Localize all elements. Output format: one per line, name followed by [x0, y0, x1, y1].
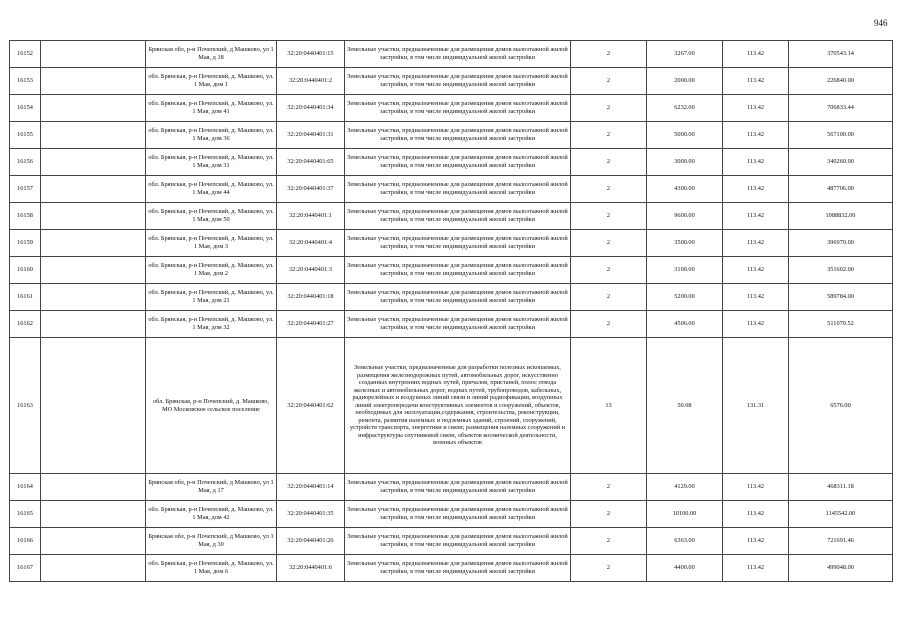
empty-cell — [41, 41, 146, 68]
empty-cell — [41, 501, 146, 528]
row-id-cell: 16152 — [10, 41, 41, 68]
empty-cell — [41, 122, 146, 149]
row-id-cell: 16166 — [10, 528, 41, 555]
empty-cell — [41, 149, 146, 176]
address-cell: обл. Брянская, р-н Почепский, д. Машково, ул. 1 Мая, дом 2 — [146, 257, 277, 284]
table-row — [10, 68, 893, 95]
row-id-cell: 16163 — [10, 338, 41, 474]
cadastral-number-cell: 32:20:0440401:14 — [277, 474, 345, 501]
group-cell: 2 — [571, 176, 647, 203]
address-cell: обл. Брянская, р-н Почепский, д. Машково, ул. 1 Мая, дом 31 — [146, 149, 277, 176]
cadastral-value-cell: 487706.00 — [789, 176, 893, 203]
rate-cell: 131.31 — [723, 338, 789, 474]
address-cell: обл. Брянская, р-н Почепский, д. Машково, ул. 1 Мая, дом 6 — [146, 555, 277, 582]
group-cell: 13 — [571, 338, 647, 474]
area-cell: 3500.00 — [647, 230, 723, 257]
row-id-cell: 16158 — [10, 203, 41, 230]
empty-cell — [41, 338, 146, 474]
land-use-cell: Земельные участки, предназначенные для размещения домов малоэтажной жилой застройки, в том числе индивидуальной жилой застройки — [345, 474, 571, 501]
rate-cell: 113.42 — [723, 41, 789, 68]
table-row — [10, 284, 893, 311]
row-id-cell: 16162 — [10, 311, 41, 338]
cadastral-number-cell: 32:20:0440401:34 — [277, 95, 345, 122]
cadastral-value-cell: 226840.00 — [789, 68, 893, 95]
table-row — [10, 311, 893, 338]
rate-cell: 113.42 — [723, 95, 789, 122]
table-row — [10, 555, 893, 582]
cadastral-value-cell: 721691.46 — [789, 528, 893, 555]
group-cell: 2 — [571, 555, 647, 582]
row-id-cell: 16161 — [10, 284, 41, 311]
area-cell: 9600.00 — [647, 203, 723, 230]
table-row — [10, 474, 893, 501]
cadastral-value-cell: 511070.52 — [789, 311, 893, 338]
cadastral-value-cell: 589784.00 — [789, 284, 893, 311]
address-cell: обл. Брянская, р-н Почепский, д. Машково, ул. 1 Мая, дом 41 — [146, 95, 277, 122]
area-cell: 4400.00 — [647, 555, 723, 582]
table-row — [10, 122, 893, 149]
table-row — [10, 203, 893, 230]
rate-cell: 113.42 — [723, 68, 789, 95]
area-cell: 4129.00 — [647, 474, 723, 501]
address-cell: обл. Брянская, р-н Почепский, д. Машково, ул. 1 Мая, дом 44 — [146, 176, 277, 203]
row-id-cell: 16157 — [10, 176, 41, 203]
cadastral-number-cell: 32:20:0440401:3 — [277, 257, 345, 284]
address-cell: обл. Брянская, р-н Почепский, д. Машково, ул. 1 Мая, дом 3 — [146, 230, 277, 257]
group-cell: 2 — [571, 230, 647, 257]
cadastral-value-cell: 706833.44 — [789, 95, 893, 122]
address-cell: Брянская обл, р-н Почепский, д Машково, ул 1 Мая, д 17 — [146, 474, 277, 501]
group-cell: 2 — [571, 95, 647, 122]
cadastral-number-cell: 32:20:0440401:15 — [277, 41, 345, 68]
cadastral-value-cell: 1088832.00 — [789, 203, 893, 230]
address-cell: Брянская обл, р-н Почепский, д Машково, ул 1 Мая, д 18 — [146, 41, 277, 68]
cadastral-number-cell: 32:20:0440401:31 — [277, 122, 345, 149]
land-use-cell: Земельные участки, предназначенные для размещения домов малоэтажной жилой застройки, в том числе индивидуальной жилой застройки — [345, 311, 571, 338]
group-cell: 2 — [571, 501, 647, 528]
area-cell: 6363.00 — [647, 528, 723, 555]
rate-cell: 113.42 — [723, 203, 789, 230]
empty-cell — [41, 474, 146, 501]
rate-cell: 113.42 — [723, 311, 789, 338]
group-cell: 2 — [571, 257, 647, 284]
cadastral-value-cell: 370543.14 — [789, 41, 893, 68]
row-id-cell: 16153 — [10, 68, 41, 95]
area-cell: 50.08 — [647, 338, 723, 474]
group-cell: 2 — [571, 122, 647, 149]
group-cell: 2 — [571, 149, 647, 176]
land-use-cell: Земельные участки, предназначенные для размещения домов малоэтажной жилой застройки, в том числе индивидуальной жилой застройки — [345, 230, 571, 257]
land-use-cell: Земельные участки, предназначенные для размещения домов малоэтажной жилой застройки, в том числе индивидуальной жилой застройки — [345, 284, 571, 311]
land-use-cell: Земельные участки, предназначенные для размещения домов малоэтажной жилой застройки, в том числе индивидуальной жилой застройки — [345, 528, 571, 555]
address-cell: обл. Брянская, р-н Почепский, д. Машково, ул. 1 Мая, дом 32 — [146, 311, 277, 338]
rate-cell: 113.42 — [723, 149, 789, 176]
area-cell: 3267.00 — [647, 41, 723, 68]
cadastral-number-cell: 32:20:0440401:2 — [277, 68, 345, 95]
area-cell: 10100.00 — [647, 501, 723, 528]
cadastral-value-cell: 396970.00 — [789, 230, 893, 257]
cadastral-number-cell: 32:20:0440401:18 — [277, 284, 345, 311]
land-use-cell: Земельные участки, предназначенные для размещения домов малоэтажной жилой застройки, в том числе индивидуальной жилой застройки — [345, 41, 571, 68]
cadastral-value-cell: 6576.00 — [789, 338, 893, 474]
cadastral-number-cell: 32:20:0440401:1 — [277, 203, 345, 230]
row-id-cell: 16160 — [10, 257, 41, 284]
land-use-cell: Земельные участки, предназначенные для размещения домов малоэтажной жилой застройки, в том числе индивидуальной жилой застройки — [345, 257, 571, 284]
group-cell: 2 — [571, 474, 647, 501]
table-row — [10, 338, 893, 474]
empty-cell — [41, 257, 146, 284]
empty-cell — [41, 284, 146, 311]
area-cell: 3000.00 — [647, 149, 723, 176]
row-id-cell: 16167 — [10, 555, 41, 582]
rate-cell: 113.42 — [723, 501, 789, 528]
group-cell: 2 — [571, 311, 647, 338]
cadastral-number-cell: 32:20:0440401:65 — [277, 149, 345, 176]
address-cell: Брянская обл, р-н Почепский, д Машково, ул 1 Мая, д 30 — [146, 528, 277, 555]
area-cell: 3100.00 — [647, 257, 723, 284]
area-cell: 4506.00 — [647, 311, 723, 338]
cadastral-value-cell: 1145542.00 — [789, 501, 893, 528]
cadastral-number-cell: 32:20:0440401:27 — [277, 311, 345, 338]
land-use-cell: Земельные участки, предназначенные для размещения домов малоэтажной жилой застройки, в том числе индивидуальной жилой застройки — [345, 501, 571, 528]
row-id-cell: 16156 — [10, 149, 41, 176]
group-cell: 2 — [571, 528, 647, 555]
cadastral-number-cell: 32:20:0440401:62 — [277, 338, 345, 474]
table-row — [10, 230, 893, 257]
cadastral-value-cell: 340260.00 — [789, 149, 893, 176]
table-row — [10, 149, 893, 176]
cadastral-value-cell: 499048.00 — [789, 555, 893, 582]
table-row — [10, 95, 893, 122]
cadastral-number-cell: 32:20:0440401:26 — [277, 528, 345, 555]
row-id-cell: 16164 — [10, 474, 41, 501]
rate-cell: 113.42 — [723, 176, 789, 203]
address-cell: обл. Брянская, р-н Почепский, д. Машково, МО Московское сельское поселение — [146, 338, 277, 474]
area-cell: 5200.00 — [647, 284, 723, 311]
cadastral-value-cell: 567100.00 — [789, 122, 893, 149]
rate-cell: 113.42 — [723, 555, 789, 582]
empty-cell — [41, 230, 146, 257]
cadastral-number-cell: 32:20:0440401:35 — [277, 501, 345, 528]
cadastral-value-table — [9, 40, 893, 582]
cadastral-number-cell: 32:20:0440401:37 — [277, 176, 345, 203]
empty-cell — [41, 176, 146, 203]
empty-cell — [41, 555, 146, 582]
row-id-cell: 16154 — [10, 95, 41, 122]
area-cell: 5000.00 — [647, 122, 723, 149]
area-cell: 4300.00 — [647, 176, 723, 203]
rate-cell: 113.42 — [723, 122, 789, 149]
cadastral-number-cell: 32:20:0440401:6 — [277, 555, 345, 582]
rate-cell: 113.42 — [723, 230, 789, 257]
address-cell: обл. Брянская, р-н Почепский, д. Машково, ул. 1 Мая, дом 21 — [146, 284, 277, 311]
land-use-cell: Земельные участки, предназначенные для размещения домов малоэтажной жилой застройки, в том числе индивидуальной жилой застройки — [345, 149, 571, 176]
row-id-cell: 16155 — [10, 122, 41, 149]
group-cell: 2 — [571, 203, 647, 230]
empty-cell — [41, 203, 146, 230]
land-use-cell: Земельные участки, предназначенные для размещения домов малоэтажной жилой застройки, в том числе индивидуальной жилой застройки — [345, 95, 571, 122]
empty-cell — [41, 528, 146, 555]
address-cell: обл. Брянская, р-н Почепский, д. Машково, ул. 1 Мая, дом 50 — [146, 203, 277, 230]
rate-cell: 113.42 — [723, 474, 789, 501]
table-row — [10, 528, 893, 555]
table-row — [10, 41, 893, 68]
group-cell: 2 — [571, 41, 647, 68]
land-use-cell: Земельные участки, предназначенные для разработки полезных ископаемых, размещения железнодорожных путей, автомобильных дорог, искусственно созданных внутренних водных путей, причалов, пристаней, полос отвода железных и автомобильных дорог, водных путей, трубопроводов, кабельных, радиорелейных и воздушных линий связи и линий радиофикации, воздушных линий электропередачи конструктивных элементов и сооружений, объектов, необходимых для эксплуатации,содержания, строительства, реконструкции, ремонта, развития наземных и подземных зданий, строений, сооружений, устройств транспорта, энергетики и связи; размещения наземных сооружений и инфраструктуры спутниковой связи, объектов космической деятельности, военных объектов — [345, 338, 571, 474]
group-cell: 2 — [571, 68, 647, 95]
area-cell: 6232.00 — [647, 95, 723, 122]
table-row — [10, 257, 893, 284]
land-use-cell: Земельные участки, предназначенные для размещения домов малоэтажной жилой застройки, в том числе индивидуальной жилой застройки — [345, 122, 571, 149]
group-cell: 2 — [571, 284, 647, 311]
rate-cell: 113.42 — [723, 257, 789, 284]
land-use-cell: Земельные участки, предназначенные для размещения домов малоэтажной жилой застройки, в том числе индивидуальной жилой застройки — [345, 176, 571, 203]
empty-cell — [41, 95, 146, 122]
cadastral-number-cell: 32:20:0440401:4 — [277, 230, 345, 257]
land-use-cell: Земельные участки, предназначенные для размещения домов малоэтажной жилой застройки, в том числе индивидуальной жилой застройки — [345, 203, 571, 230]
rate-cell: 113.42 — [723, 284, 789, 311]
address-cell: обл. Брянская, р-н Почепский, д. Машково, ул. 1 Мая, дом 1 — [146, 68, 277, 95]
cadastral-value-cell: 468311.18 — [789, 474, 893, 501]
rate-cell: 113.42 — [723, 528, 789, 555]
land-use-cell: Земельные участки, предназначенные для размещения домов малоэтажной жилой застройки, в том числе индивидуальной жилой застройки — [345, 68, 571, 95]
address-cell: обл. Брянская, р-н Почепский, д. Машково, ул. 1 Мая, дом 42 — [146, 501, 277, 528]
empty-cell — [41, 311, 146, 338]
land-use-cell: Земельные участки, предназначенные для размещения домов малоэтажной жилой застройки, в том числе индивидуальной жилой застройки — [345, 555, 571, 582]
page-number: 946 — [874, 18, 888, 28]
table-row — [10, 176, 893, 203]
area-cell: 2000.00 — [647, 68, 723, 95]
empty-cell — [41, 68, 146, 95]
address-cell: обл. Брянская, р-н Почепский, д. Машково, ул. 1 Мая, дом 36 — [146, 122, 277, 149]
row-id-cell: 16159 — [10, 230, 41, 257]
cadastral-value-cell: 351602.00 — [789, 257, 893, 284]
table-row — [10, 501, 893, 528]
row-id-cell: 16165 — [10, 501, 41, 528]
